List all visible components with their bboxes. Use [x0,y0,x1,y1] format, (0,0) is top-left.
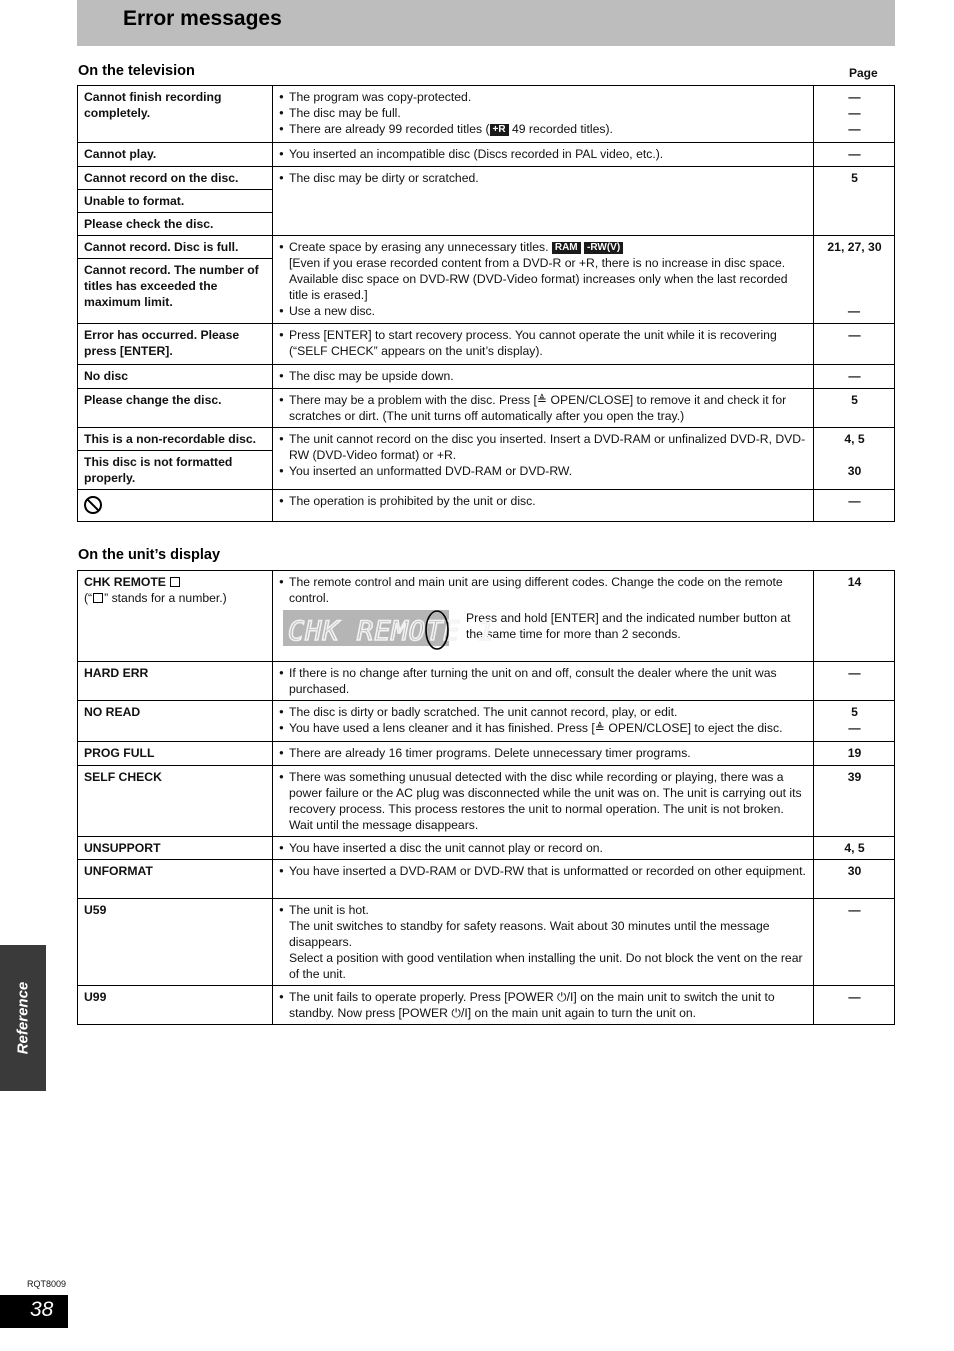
page-cell: — [814,986,895,1025]
tv-error-table [77,85,895,522]
page-cell: 21, 27, 30 — [814,236,895,324]
number-placeholder-icon [170,577,180,587]
table-row [78,662,895,701]
message-cell: Error has occurred. Please press [ENTER]. [78,324,273,365]
lcd-segment-text [283,610,496,650]
description-cell: ● The disc may be upside down. [273,365,814,389]
message-cell: NO READ [78,701,273,742]
svg-text:CHK REMOTE 1: CHK REMOTE 1 [288,616,496,647]
tv-section-heading: On the television [78,63,195,79]
table-row [78,428,895,451]
page-cell: — [814,662,895,701]
document-code: RQT8009 [27,1279,67,1289]
page-number: 38 [30,1298,54,1321]
page-title: Error messages [123,7,282,30]
page-cell: 5 — [814,701,895,742]
table-row [78,490,895,522]
message-cell: This is a non-recordable disc. [78,428,273,451]
page-cell: 19 [814,742,895,766]
unit-error-table [77,570,895,1025]
page-cell: — — — [814,86,895,143]
description-cell: ● Press [ENTER] to start recovery process. You cannot operate the unit while it is recovering (“SELF CHECK” appears on the unit’s display). [273,324,814,365]
table-row [78,389,895,428]
description-cell: ● There are already 16 timer programs. Delete unnecessary timer programs. [273,742,814,766]
table-row [78,837,895,860]
unit-section-heading: On the unit’s display [78,547,221,563]
table-row [78,571,895,662]
page-cell: — [814,490,895,522]
message-cell: U59 [78,899,273,986]
message-cell: Please change the disc. [78,389,273,428]
message-cell: UNSUPPORT [78,837,273,860]
table-row [78,365,895,389]
description-cell: ● The unit fails to operate properly. Press [POWER ⏻/I] on the main unit to switch the unit to standby. Now press [POWER ⏻/I] on the main unit again to turn the unit on. [273,986,814,1025]
page-cell: — [814,365,895,389]
message-cell [78,490,273,522]
description-cell: ● There may be a problem with the disc. Press [≜ OPEN/CLOSE] to remove it and check it for scratches or dirt. (The unit turns off automatically after you open the tray.) [273,389,814,428]
page-number-box [0,1295,68,1328]
table-row [78,986,895,1025]
message-cell: This disc is not formatted properly. [78,451,273,490]
table-row [78,236,895,259]
table-row [78,324,895,365]
message-cell: Cannot play. [78,143,273,167]
description-cell: ● The disc is dirty or badly scratched. The unit cannot record, play, or edit. ● You have used a lens cleaner and it has finished. Press [≜ OPEN/CLOSE] to eject the disc. [273,701,814,742]
message-cell: Cannot record. Disc is full. [78,236,273,259]
message-cell: UNFORMAT [78,860,273,899]
description-cell: ● The operation is prohibited by the unit or disc. [273,490,814,522]
page-cell: — [814,324,895,365]
page-cell: — [814,899,895,986]
reference-side-tab: Reference [0,945,46,1091]
description-cell: ● There was something unusual detected with the disc while recording or playing, there was a power failure or the AC plug was disconnected while the unit was on. The unit is carrying out its recovery process. This process restores the unit to normal operation. The unit is not broken. Wait until the message disappears. [273,766,814,837]
description-cell: ● If there is no change after turning the unit on and off, consult the dealer where the unit was purchased. [273,662,814,701]
page-column-label: Page [849,66,878,80]
description-cell: ● The unit cannot record on the disc you inserted. Insert a DVD-RAM or unfinalized DVD-R, DVD-RW (DVD-Video format) or +R. ● You inserted an unformatted DVD-RAM or DVD-RW. [273,428,814,490]
table-row [78,143,895,167]
ram-badge: RAM [552,242,581,254]
lcd-display-image [283,610,496,647]
page-cell: 4, 5 [814,837,895,860]
message-cell: Unable to format. [78,190,273,213]
description-cell: ● You have inserted a disc the unit cannot play or record on. [273,837,814,860]
page-cell: 30 [814,860,895,899]
table-row [78,701,895,742]
description-cell: ● You have inserted a DVD-RAM or DVD-RW that is unformatted or recorded on other equipment. [273,860,814,899]
rw-v-badge: -RW(V) [584,242,623,254]
message-cell: U99 [78,986,273,1025]
message-cell: Cannot record. The number of titles has exceeded the maximum limit. [78,259,273,324]
description-cell: ● You inserted an incompatible disc (Discs recorded in PAL video, etc.). [273,143,814,167]
message-cell: HARD ERR [78,662,273,701]
title-bar [77,0,895,46]
message-cell: PROG FULL [78,742,273,766]
message-cell: Cannot finish recording completely. [78,86,273,143]
message-cell: Cannot record on the disc. [78,167,273,190]
page-cell: 39 [814,766,895,837]
number-placeholder-icon [93,593,103,603]
table-row [78,742,895,766]
table-row [78,860,895,899]
table-row [78,766,895,837]
message-cell: No disc [78,365,273,389]
page-cell: 4, 5 30 [814,428,895,490]
table-row [78,899,895,986]
description-cell: ● Create space by erasing any unnecessary titles. RAM -RW(V) [Even if you erase recorded content from a DVD-R or +R, there is no increase in disc space. Available disc space on DVD-RW (DVD-Video format) increases only when the last recorded title is erased.] ● Use a new disc. [273,236,814,324]
plus-r-badge: +R [490,124,509,136]
description-cell: ● The disc may be dirty or scratched. [273,167,814,236]
page-cell: 5 [814,167,895,236]
message-cell: SELF CHECK [78,766,273,837]
page-cell: 5 [814,389,895,428]
prohibited-icon [84,496,102,514]
description-cell: ● The program was copy-protected. ● The disc may be full. ● There are already 99 recorded titles ( +R 49 recorded titles). [273,86,814,143]
page-cell: — [814,143,895,167]
message-cell: CHK REMOTE (“ ” stands for a number.) [78,571,273,662]
description-cell: ● The remote control and main unit are using different codes. Change the code on the remote control. CHK REMOTE 1 Press and hold [ENTER] and the indicated number button at the same time for more than 2 seconds. [273,571,814,662]
message-cell: Please check the disc. [78,213,273,236]
description-cell: ● The unit is hot. The unit switches to standby for safety reasons. Wait about 30 minutes until the message disappears. Select a position with good ventilation when installing the unit. Do not block the vent on the rear of the unit. [273,899,814,986]
table-row [78,167,895,190]
page-cell: 14 [814,571,895,662]
table-row [78,86,895,143]
